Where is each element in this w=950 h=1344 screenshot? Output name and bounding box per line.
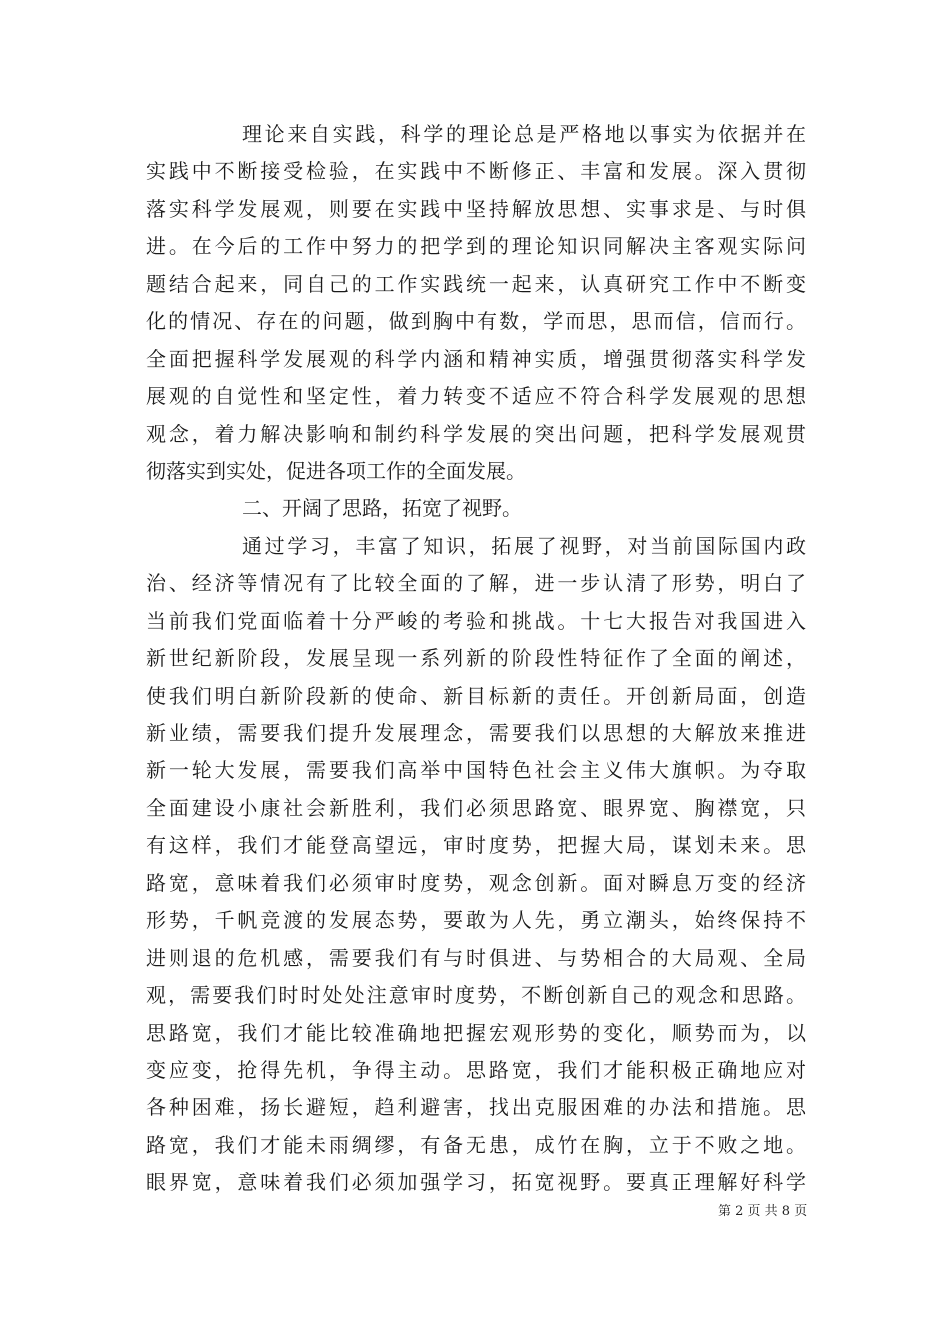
body-text <box>146 116 806 1202</box>
text-line: 彻落实到实处，促进各项工作的全面发展。 <box>146 458 526 483</box>
text-line: 路宽，意味着我们必须审时度势，观念创新。面对瞬息万变的经济 <box>146 870 806 895</box>
text-line: 全面建设小康社会新胜利，我们必须思路宽、眼界宽、胸襟宽，只 <box>146 795 806 820</box>
text-line: 进则退的危机感，需要我们有与时俱进、与势相合的大局观、全局 <box>146 945 806 970</box>
text-line: 进。在今后的工作中努力的把学到的理论知识同解决主客观实际问 <box>146 234 806 259</box>
text-line: 治、经济等情况有了比较全面的了解，进一步认清了形势，明白了 <box>146 571 806 596</box>
text-line: 有这样，我们才能登高望远，审时度势，把握大局，谋划未来。思 <box>146 833 806 858</box>
text-line: 使我们明白新阶段新的使命、新目标新的责任。开创新局面，创造 <box>146 683 806 708</box>
text-line: 二、开阔了思路，拓宽了视野。 <box>242 496 522 521</box>
text-line: 展观的自觉性和坚定性，着力转变不适应不符合科学发展观的思想 <box>146 384 806 409</box>
text-line: 实践中不断接受检验，在实践中不断修正、丰富和发展。深入贯彻 <box>146 159 806 184</box>
text-line: 落实科学发展观，则要在实践中坚持解放思想、实事求是、与时俱 <box>146 196 806 221</box>
text-line: 新世纪新阶段，发展呈现一系列新的阶段性特征作了全面的阐述， <box>146 646 806 671</box>
text-line: 化的情况、存在的问题，做到胸中有数，学而思，思而信，信而行。 <box>146 309 806 334</box>
text-line: 观念，着力解决影响和制约科学发展的突出问题，把科学发展观贯 <box>146 421 806 446</box>
text-line: 理论来自实践，科学的理论总是严格地以事实为依据并在 <box>242 122 806 146</box>
text-line: 观，需要我们时时处处注意审时度势，不断创新自己的观念和思路。 <box>146 983 806 1008</box>
text-line: 通过学习，丰富了知识，拓展了视野，对当前国际国内政 <box>242 533 806 558</box>
text-line: 新一轮大发展，需要我们高举中国特色社会主义伟大旗帜。为夺取 <box>146 758 806 783</box>
text-line: 路宽，我们才能未雨绸缪，有备无患，成竹在胸，立于不败之地。 <box>146 1132 806 1157</box>
page-number-footer: 第 2 页 共 8 页 <box>718 1204 808 1219</box>
text-line: 眼界宽，意味着我们必须加强学习，拓宽视野。要真正理解好科学 <box>146 1170 806 1195</box>
text-line: 各种困难，扬长避短，趋利避害，找出克服困难的办法和措施。思 <box>146 1095 806 1120</box>
text-line: 全面把握科学发展观的科学内涵和精神实质，增强贯彻落实科学发 <box>146 346 806 371</box>
text-line: 新业绩，需要我们提升发展理念，需要我们以思想的大解放来推进 <box>146 721 806 745</box>
text-line: 形势，千帆竞渡的发展态势，要敢为人先，勇立潮头，始终保持不 <box>146 908 806 933</box>
text-line: 变应变，抢得先机，争得主动。思路宽，我们才能积极正确地应对 <box>146 1057 806 1082</box>
text-line: 当前我们党面临着十分严峻的考验和挑战。十七大报告对我国进入 <box>146 608 806 633</box>
text-line: 题结合起来，同自己的工作实践统一起来，认真研究工作中不断变 <box>146 271 806 296</box>
text-line: 思路宽，我们才能比较准确地把握宏观形势的变化，顺势而为，以 <box>146 1020 806 1045</box>
